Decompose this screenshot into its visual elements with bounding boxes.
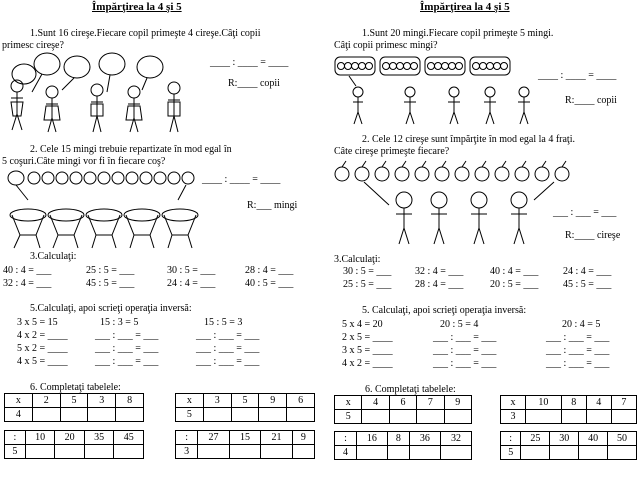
right-p3-item: 20 : 5 = ___ <box>490 279 539 290</box>
right-p3-item: 30 : 5 = ___ <box>343 266 392 277</box>
table-cell: 5 <box>60 394 88 408</box>
right-p5-item: 5 x 4 = 20 <box>342 319 383 330</box>
table-answer-cell[interactable] <box>561 410 586 424</box>
left-p1-text-2: primesc cireşe? <box>2 40 64 51</box>
left-p3-item: 28 : 4 = ___ <box>245 265 294 276</box>
table-answer-cell[interactable] <box>261 445 293 459</box>
table-answer-cell[interactable] <box>88 408 116 422</box>
table-op: : <box>335 432 357 446</box>
table-answer-cell[interactable] <box>579 446 608 460</box>
table-cell: 15 <box>229 431 261 445</box>
table-answer-cell[interactable] <box>608 446 637 460</box>
table-op: x <box>5 394 33 408</box>
table-answer-cell[interactable] <box>521 446 550 460</box>
right-p1-text-2: Câţi copii primesc mingi? <box>334 40 438 51</box>
table-cell: 9 <box>259 394 287 408</box>
table-cell: 7 <box>417 396 444 410</box>
table-op: : <box>176 431 198 445</box>
table-answer-cell[interactable] <box>203 408 231 422</box>
left-title: Împărţirea la 4 şi 5 <box>92 1 182 13</box>
left-p5-item: ___ : ___ = ___ <box>95 356 159 367</box>
table-cell: 7 <box>611 396 636 410</box>
table-op: : <box>501 432 521 446</box>
table-cell: 45 <box>114 431 144 445</box>
table-cell: 21 <box>261 431 293 445</box>
table-answer-cell[interactable] <box>356 446 387 460</box>
table-cell: 3 <box>88 394 116 408</box>
left-p5-item: 15 : 5 = 3 <box>204 317 243 328</box>
right-p2-text-2: Câte cireşe primeşte fiecare? <box>334 146 450 157</box>
left-p3-item: 45 : 5 = ___ <box>86 278 135 289</box>
table-cell: 8 <box>387 432 409 446</box>
right-p2-equation: ___ : ___ = ___ <box>553 207 617 218</box>
table-op: x <box>176 394 204 408</box>
right-p1-answer: R:____ copii <box>565 95 617 106</box>
table-answer-cell[interactable] <box>440 446 471 460</box>
table-cell: 36 <box>409 432 440 446</box>
table-cell: 40 <box>579 432 608 446</box>
balls-and-baskets-illustration <box>8 170 198 252</box>
table-operand: 5 <box>176 408 204 422</box>
table-answer-cell[interactable] <box>586 410 611 424</box>
right-p3-item: 25 : 5 = ___ <box>343 279 392 290</box>
right-table-4 <box>500 431 637 460</box>
cherries-and-brothers-illustration <box>334 160 564 250</box>
left-p5-item: ___ : ___ = ___ <box>196 330 260 341</box>
left-table-4 <box>175 430 315 459</box>
right-p5-item: 2 x 5 = ____ <box>342 332 393 343</box>
left-p5-item: ___ : ___ = ___ <box>196 343 260 354</box>
table-operand: 5 <box>5 445 26 459</box>
table-answer-cell[interactable] <box>25 445 55 459</box>
right-p5-item: 20 : 5 = 4 <box>440 319 479 330</box>
left-p3-item: 32 : 4 = ___ <box>3 278 52 289</box>
table-cell: 10 <box>25 431 55 445</box>
right-p1-text-1: 1.Sunt 20 mingi.Fiecare copil primeşte 5 mingi. <box>362 28 554 39</box>
table-op: x <box>501 396 526 410</box>
children-with-cherries-illustration <box>2 52 192 137</box>
right-table-3 <box>334 431 472 460</box>
left-p2-text-2: 5 coşuri.Câte mingi vor fi în fiecare coş? <box>2 156 166 167</box>
table-answer-cell[interactable] <box>60 408 88 422</box>
right-p3-item: 28 : 4 = ___ <box>415 279 464 290</box>
table-cell: 25 <box>521 432 550 446</box>
left-p1-equation: ____ : ____ = ____ <box>210 57 289 68</box>
table-answer-cell[interactable] <box>417 410 444 424</box>
table-op: x <box>335 396 362 410</box>
right-p3-heading: 3.Calculaţi: <box>334 254 381 265</box>
table-cell: 2 <box>32 394 60 408</box>
left-p3-item: 40 : 4 = ___ <box>3 265 52 276</box>
left-table-2 <box>175 393 315 422</box>
table-cell: 4 <box>362 396 389 410</box>
table-answer-cell[interactable] <box>114 445 144 459</box>
table-op: : <box>5 431 26 445</box>
left-p1-text-1: 1.Sunt 16 cireşe.Fiecare copil primeşte 4 cireşe.Câţi copii <box>30 28 261 39</box>
table-cell: 8 <box>561 396 586 410</box>
table-cell: 32 <box>440 432 471 446</box>
table-answer-cell[interactable] <box>198 445 230 459</box>
table-cell: 5 <box>231 394 259 408</box>
right-p5-heading: 5. Calculaţi, apoi scrieţi operaţia inversă: <box>362 305 527 316</box>
table-cell: 9 <box>292 431 314 445</box>
table-cell: 4 <box>586 396 611 410</box>
table-answer-cell[interactable] <box>526 410 562 424</box>
right-p5-item: ___ : ___ = ___ <box>546 345 610 356</box>
table-cell: 3 <box>203 394 231 408</box>
table-operand: 4 <box>335 446 357 460</box>
right-p5-item: ___ : ___ = ___ <box>433 345 497 356</box>
left-p6-heading: 6. Completaţi tabelele: <box>30 382 121 393</box>
left-p3-heading: 3.Calculaţi: <box>30 251 77 262</box>
right-p3-item: 32 : 4 = ___ <box>415 266 464 277</box>
right-p2-answer: R:____ cireşe <box>565 230 621 241</box>
table-answer-cell[interactable] <box>84 445 114 459</box>
left-p5-item: ___ : ___ = ___ <box>95 343 159 354</box>
table-answer-cell[interactable] <box>229 445 261 459</box>
table-operand: 5 <box>501 446 521 460</box>
left-p5-item: 4 x 2 = ____ <box>17 330 68 341</box>
children-with-balls-illustration <box>334 54 534 126</box>
right-p5-item: ___ : ___ = ___ <box>546 358 610 369</box>
left-p2-text-1: 2. Cele 15 mingi trebuie repartizate în mod egal în <box>30 144 232 155</box>
table-answer-cell[interactable] <box>550 446 579 460</box>
right-p1-equation: ____ : ____ = ____ <box>538 70 617 81</box>
right-p3-item: 45 : 5 = ___ <box>563 279 612 290</box>
left-table-1 <box>4 393 144 422</box>
right-table-1 <box>334 395 472 424</box>
table-operand: 3 <box>501 410 526 424</box>
table-answer-cell[interactable] <box>55 445 85 459</box>
right-p2-text-1: 2. Cele 12 cireşe sunt împărţite în mod egal la 4 fraţi. <box>362 134 575 145</box>
right-table-2 <box>500 395 637 424</box>
table-answer-cell[interactable] <box>292 445 314 459</box>
left-p1-answer: R:____ copii <box>228 78 280 89</box>
right-p5-item: ___ : ___ = ___ <box>433 332 497 343</box>
right-p5-item: 20 : 4 = 5 <box>562 319 601 330</box>
left-p5-heading: 5.Calculaţi, apoi scrieţi operaţia inversă: <box>30 303 192 314</box>
left-table-3 <box>4 430 144 459</box>
left-p5-item: ___ : ___ = ___ <box>95 330 159 341</box>
table-answer-cell[interactable] <box>387 446 409 460</box>
table-answer-cell[interactable] <box>409 446 440 460</box>
table-cell: 9 <box>444 396 471 410</box>
left-p2-equation: ____ : ____ = ____ <box>202 174 281 185</box>
left-p5-item: 5 x 2 = ____ <box>17 343 68 354</box>
table-cell: 30 <box>550 432 579 446</box>
left-p3-item: 40 : 5 = ___ <box>245 278 294 289</box>
table-cell: 6 <box>287 394 315 408</box>
table-cell: 35 <box>84 431 114 445</box>
table-cell: 8 <box>116 394 144 408</box>
left-p3-item: 25 : 5 = ___ <box>86 265 135 276</box>
left-p5-item: 15 : 3 = 5 <box>100 317 139 328</box>
table-answer-cell[interactable] <box>362 410 389 424</box>
table-answer-cell[interactable] <box>231 408 259 422</box>
right-p5-item: 4 x 2 = ____ <box>342 358 393 369</box>
right-p5-item: ___ : ___ = ___ <box>433 358 497 369</box>
table-operand: 5 <box>335 410 362 424</box>
right-p6-heading: 6. Completaţi tabelele: <box>365 384 456 395</box>
table-cell: 27 <box>198 431 230 445</box>
left-p5-item: 3 x 5 = 15 <box>17 317 58 328</box>
right-p5-item: ___ : ___ = ___ <box>546 332 610 343</box>
table-answer-cell[interactable] <box>259 408 287 422</box>
table-answer-cell[interactable] <box>611 410 636 424</box>
table-cell: 50 <box>608 432 637 446</box>
left-p5-item: ___ : ___ = ___ <box>196 356 260 367</box>
left-p2-answer: R:___ mingi <box>247 200 298 211</box>
right-p3-item: 40 : 4 = ___ <box>490 266 539 277</box>
right-p3-item: 24 : 4 = ___ <box>563 266 612 277</box>
table-answer-cell[interactable] <box>389 410 416 424</box>
table-answer-cell[interactable] <box>444 410 471 424</box>
table-answer-cell[interactable] <box>32 408 60 422</box>
left-p3-item: 24 : 4 = ___ <box>167 278 216 289</box>
left-p5-item: 4 x 5 = ____ <box>17 356 68 367</box>
left-p3-item: 30 : 5 = ___ <box>167 265 216 276</box>
table-operand: 4 <box>5 408 33 422</box>
table-cell: 10 <box>526 396 562 410</box>
table-cell: 16 <box>356 432 387 446</box>
right-title: Împărţirea la 4 şi 5 <box>420 1 510 13</box>
table-cell: 6 <box>389 396 416 410</box>
table-answer-cell[interactable] <box>116 408 144 422</box>
table-operand: 3 <box>176 445 198 459</box>
right-p5-item: 3 x 5 = ____ <box>342 345 393 356</box>
table-answer-cell[interactable] <box>287 408 315 422</box>
table-cell: 20 <box>55 431 85 445</box>
